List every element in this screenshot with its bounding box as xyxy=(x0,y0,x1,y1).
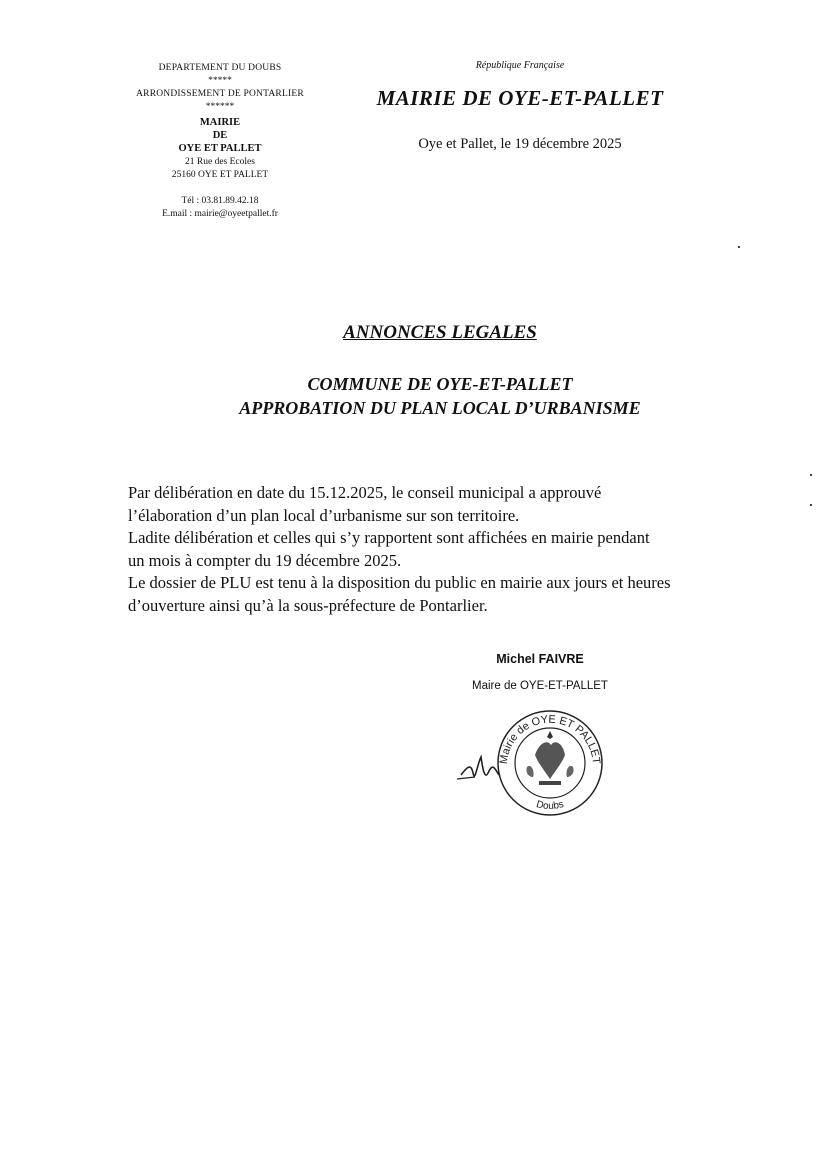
phone-number: Tél : 03.81.89.42.18 xyxy=(181,196,259,206)
stamp-emblem-icon xyxy=(526,731,573,785)
notice-title xyxy=(140,372,740,420)
stamp-text-top: Mairie de OYE ET PALLET xyxy=(497,713,603,765)
body-line: Ladite délibération et celles qui s’y rapportent sont affichées en mairie pendant xyxy=(128,528,650,547)
body-line: Le dossier de PLU est tenu à la disposition du public en mairie aux jours et heures xyxy=(128,573,671,592)
arrondissement-label: ARRONDISSEMENT DE PONTARLIER xyxy=(136,89,304,99)
signatory-name: Michel FAIVRE xyxy=(496,652,584,666)
de-label: DE xyxy=(212,130,228,141)
notice-title-line1: COMMUNE DE OYE-ET-PALLET xyxy=(307,374,573,394)
svg-text:Doubs xyxy=(535,799,565,812)
body-line: d’ouverture ainsi qu’à la sous-préfecture de Pontarlier. xyxy=(128,595,488,615)
notice-title-line2: APPROBATION DU PLAN LOCAL D’URBANISME xyxy=(239,398,641,418)
body-line: l’élaboration d’un plan local d’urbanisme sur son territoire. xyxy=(128,505,520,525)
official-stamp xyxy=(455,705,625,820)
signatory-role: Maire de OYE-ET-PALLET xyxy=(472,680,608,692)
municipality-header xyxy=(110,62,330,221)
mairie-title: MAIRIE DE OYE-ET-PALLET xyxy=(376,86,664,110)
department-label: DEPARTEMENT DU DOUBS xyxy=(158,63,282,73)
notice-body xyxy=(128,482,768,617)
stamp-text-bottom: Doubs xyxy=(534,798,566,813)
body-line: Par délibération en date du 15.12.2025, le conseil municipal a approuvé xyxy=(128,483,602,502)
commune-name: OYE ET PALLET xyxy=(178,143,262,154)
email-address: E.mail : mairie@oyeetpallet.fr xyxy=(162,209,278,219)
body-line: un mois à compter du 19 décembre 2025. xyxy=(128,550,402,570)
mairie-label: MAIRIE xyxy=(199,117,241,128)
scan-speck xyxy=(810,474,812,476)
annonces-legales-title: ANNONCES LEGALES xyxy=(343,322,537,343)
separator-stars: ***** xyxy=(208,76,232,86)
address-street: 21 Rue des Ecoles xyxy=(185,157,255,167)
separator-stars: ****** xyxy=(205,102,235,112)
address-city: 25160 OYE ET PALLET xyxy=(171,170,269,180)
scan-speck xyxy=(810,504,812,506)
handwritten-signature xyxy=(461,757,499,776)
republique-label: République Française xyxy=(475,60,565,71)
date-line: Oye et Pallet, le 19 décembre 2025 xyxy=(418,136,622,152)
scan-speck xyxy=(738,246,740,248)
